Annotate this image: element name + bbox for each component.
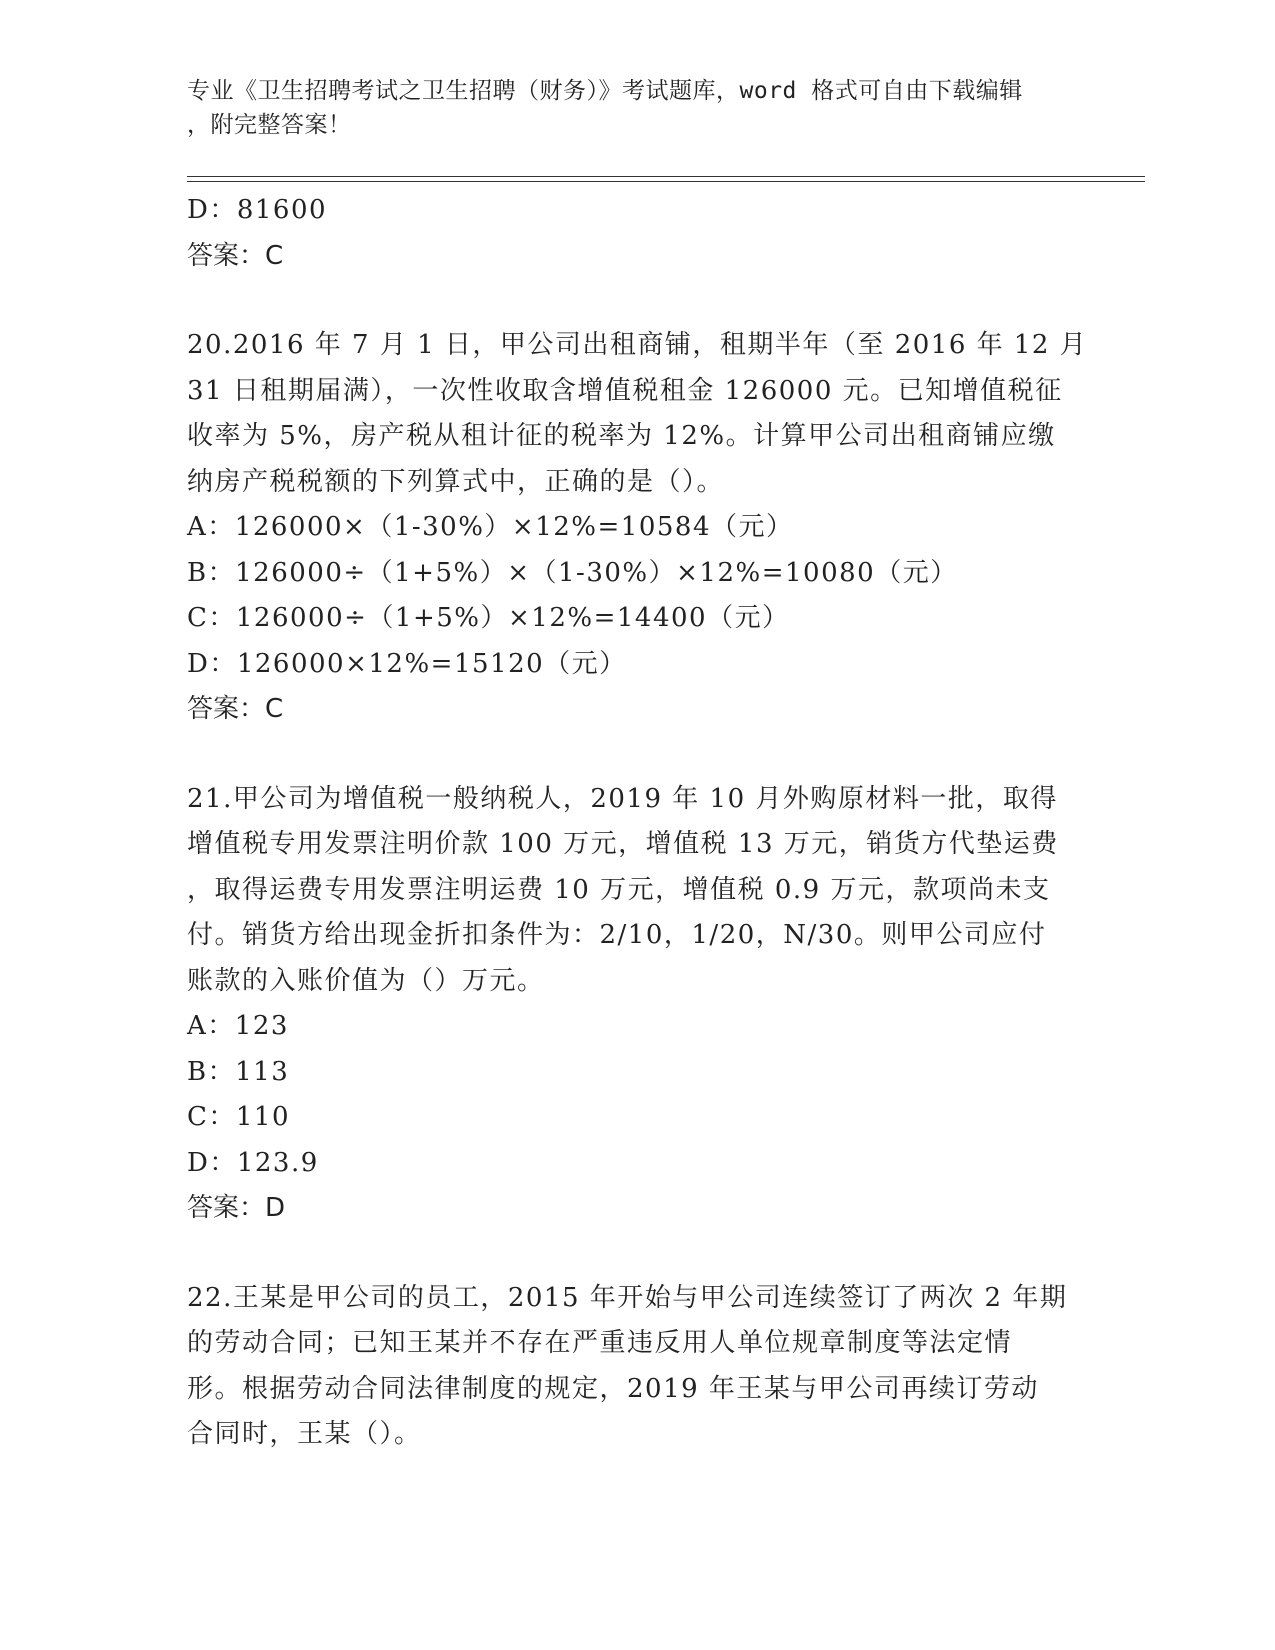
spacer [187, 733, 1087, 777]
question-20-line: 20.2016 年 7 月 1 日，甲公司出租商铺，租期半年（至 2016 年 12 月 [187, 330, 1088, 360]
prev-option-d: D：81600 [187, 195, 328, 225]
question-22 [187, 1276, 1087, 1458]
question-21-line: 增值税专用发票注明价款 100 万元，增值税 13 万元，销货方代垫运费 [187, 829, 1059, 859]
question-21-line: 付。销货方给出现金折扣条件为：2/10，1/20，N/30。则甲公司应付 [187, 920, 1047, 950]
spacer [187, 279, 1087, 323]
question-22-line: 的劳动合同；已知王某并不存在严重违反用人单位规章制度等法定情 [187, 1328, 1013, 1358]
question-20-option-d: D：126000×12%=15120（元） [187, 648, 627, 679]
question-21-option-d: D：123.9 [187, 1147, 319, 1178]
header-divider-bottom [187, 181, 1145, 182]
question-21-line: 21.甲公司为增值税一般纳税人，2019 年 10 月外购原材料一批，取得 [187, 783, 1058, 814]
question-20-answer: 答案：C [187, 694, 284, 724]
question-21-answer: 答案：D [187, 1193, 286, 1223]
question-22-line: 形。根据劳动合同法律制度的规定，2019 年王某与甲公司再续订劳动 [187, 1373, 1039, 1404]
question-20-option-b: B：126000÷（1+5%）×（1-30%）×12%=10080（元） [187, 557, 958, 588]
question-21-option-b: B：113 [187, 1056, 290, 1087]
header-line-1: 专业《卫生招聘考试之卫生招聘（财务）》考试题库，word 格式可自由下载编辑 [187, 78, 1023, 104]
question-20-option-c: C：126000÷（1+5%）×12%=14400（元） [187, 603, 790, 633]
prev-answer: 答案：C [187, 240, 284, 271]
question-20-line: 纳房产税税额的下列算式中，正确的是（）。 [187, 466, 725, 497]
question-21-option-c: C：110 [187, 1102, 291, 1132]
question-21-line: 账款的入账价值为（）万元。 [187, 965, 545, 996]
question-21-line: ，取得运费专用发票注明运费 10 万元，增值税 0.9 万元，款项尚未支 [187, 874, 1051, 905]
header-line-2: ，附完整答案！ [187, 112, 352, 138]
question-20 [187, 323, 1087, 733]
question-21-option-a: A：123 [187, 1011, 289, 1041]
question-20-option-a: A：126000×（1-30%）×12%=10584（元） [187, 512, 794, 542]
question-20-line: 31 日租期届满），一次性收取含增值税租金 126000 元。已知增值税征 [187, 375, 1063, 406]
question-22-line: 22.王某是甲公司的员工，2015 年开始与甲公司连续签订了两次 2 年期 [187, 1282, 1068, 1313]
header-divider-top [187, 176, 1145, 177]
question-22-line: 合同时，王某（）。 [187, 1419, 422, 1449]
question-21 [187, 777, 1087, 1232]
document-header [187, 74, 1087, 142]
question-content [187, 188, 1087, 1458]
question-20-line: 收率为 5%，房产税从租计征的税率为 12%。计算甲公司出租商铺应缴 [187, 421, 1056, 451]
spacer [187, 1232, 1087, 1276]
